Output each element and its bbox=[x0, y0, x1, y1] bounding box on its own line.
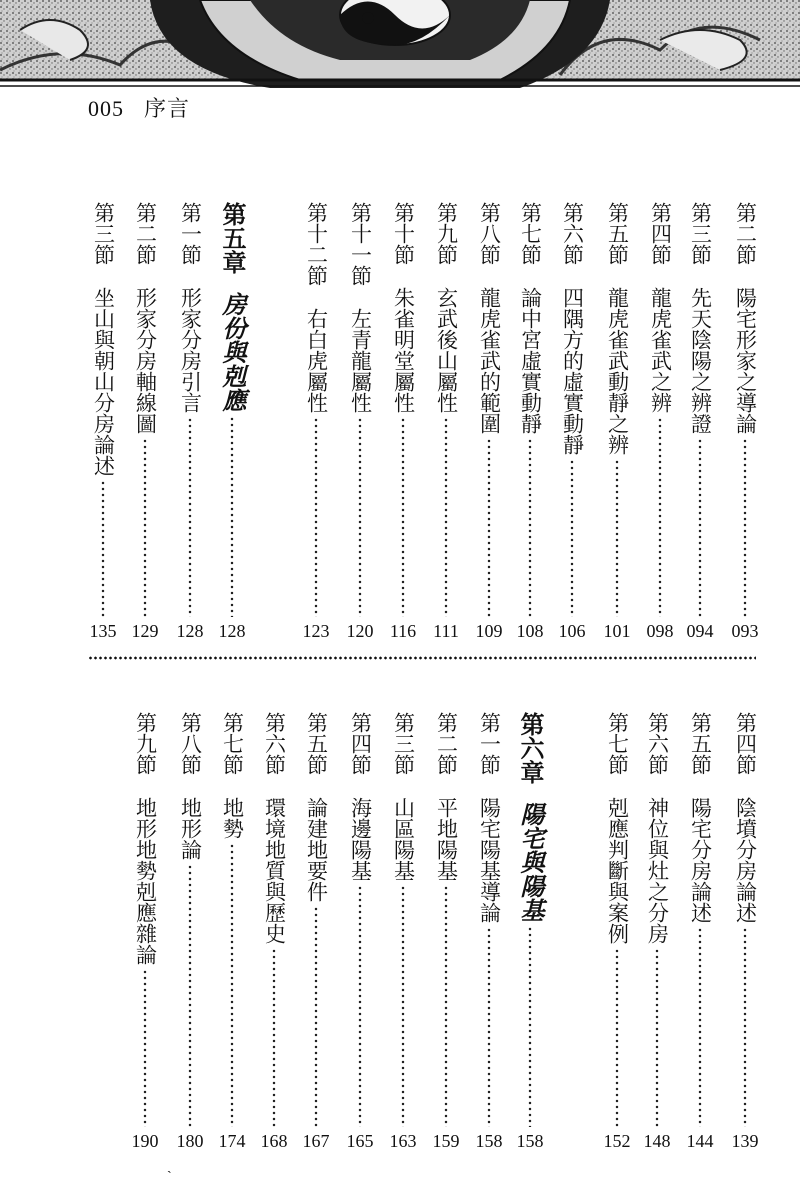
dot-leader bbox=[570, 459, 574, 617]
section-number: 第六節 bbox=[645, 712, 670, 775]
section-title: 左青龍屬性 bbox=[348, 308, 373, 413]
toc-entry bbox=[727, 712, 763, 1152]
page-ref: 106 bbox=[558, 621, 586, 641]
section-number: 第十二節 bbox=[304, 202, 329, 286]
dot-leader bbox=[444, 885, 448, 1127]
section-number: 第四節 bbox=[733, 712, 758, 775]
dot-leader bbox=[743, 438, 747, 617]
toc-entry bbox=[298, 202, 334, 642]
page-number: 005 bbox=[88, 96, 124, 121]
page-ref: 098 bbox=[646, 621, 674, 641]
toc-entry bbox=[642, 202, 678, 642]
section-title: 環境地質與歷史 bbox=[262, 797, 287, 944]
dot-leader bbox=[358, 417, 362, 617]
toc-entry bbox=[385, 202, 421, 642]
page-ref: 108 bbox=[516, 621, 544, 641]
dot-leader bbox=[358, 885, 362, 1127]
page-ref: 168 bbox=[260, 1131, 288, 1151]
page-ref: 094 bbox=[686, 621, 714, 641]
toc-entry bbox=[727, 202, 763, 642]
dot-leader bbox=[528, 438, 532, 617]
section-title: 朱雀明堂屬性 bbox=[391, 287, 416, 413]
section-number: 第七節 bbox=[518, 202, 543, 265]
section-title: 四隅方的虛實動靜 bbox=[560, 287, 585, 455]
section-number: 第一節 bbox=[178, 202, 203, 265]
section-title: 海邊陽基 bbox=[348, 797, 373, 881]
section-title: 山區陽基 bbox=[391, 797, 416, 881]
page-ref: 152 bbox=[603, 1131, 631, 1151]
dot-leader bbox=[188, 864, 192, 1127]
page-header bbox=[88, 92, 190, 123]
page-ref: 174 bbox=[218, 1131, 246, 1151]
section-number: 第四節 bbox=[348, 712, 373, 775]
section-number: 第二節 bbox=[133, 202, 158, 265]
section-number: 第三節 bbox=[688, 202, 713, 265]
section-number: 第十一節 bbox=[348, 202, 373, 286]
page-ref: 123 bbox=[302, 621, 330, 641]
toc-entry bbox=[639, 712, 675, 1152]
section-number: 第二節 bbox=[434, 712, 459, 775]
dot-leader bbox=[314, 417, 318, 617]
page-ref: 165 bbox=[346, 1131, 374, 1151]
toc-entry bbox=[172, 202, 208, 642]
section-number: 第十節 bbox=[391, 202, 416, 265]
section-number: 第五節 bbox=[688, 712, 713, 775]
toc-entry bbox=[298, 712, 334, 1152]
section-number: 第六節 bbox=[560, 202, 585, 265]
page-ref: 109 bbox=[475, 621, 503, 641]
toc-entry bbox=[256, 712, 292, 1152]
section-title: 龍虎雀武之辨 bbox=[648, 287, 673, 413]
dot-leader bbox=[444, 417, 448, 617]
section-number: 第八節 bbox=[477, 202, 502, 265]
section-title: 形家分房引言 bbox=[178, 287, 203, 413]
toc-chapter bbox=[214, 202, 250, 642]
dot-leader bbox=[272, 948, 276, 1127]
dot-leader bbox=[658, 417, 662, 617]
page-ref: 120 bbox=[346, 621, 374, 641]
stray-mark: ˏ bbox=[167, 1158, 172, 1174]
dotted-divider bbox=[88, 656, 756, 660]
dot-leader bbox=[487, 927, 491, 1127]
taiji-bagua-banner-illustration bbox=[0, 0, 800, 88]
section-title: 平地陽基 bbox=[434, 797, 459, 881]
section-title: 坐山與朝山分房論述 bbox=[91, 287, 116, 476]
section-number: 第九節 bbox=[434, 202, 459, 265]
toc-entry bbox=[127, 202, 163, 642]
page-ref: 163 bbox=[389, 1131, 417, 1151]
page-ref: 139 bbox=[731, 1131, 759, 1151]
section-number: 第一節 bbox=[477, 712, 502, 775]
dot-leader bbox=[698, 927, 702, 1127]
section-title: 玄武後山屬性 bbox=[434, 287, 459, 413]
section-number: 第四節 bbox=[648, 202, 673, 265]
dot-leader bbox=[314, 906, 318, 1127]
page-ref: 158 bbox=[516, 1131, 544, 1151]
dot-leader bbox=[401, 417, 405, 617]
toc-entry bbox=[512, 202, 548, 642]
section-number: 第七節 bbox=[605, 712, 630, 775]
section-number: 第三節 bbox=[91, 202, 116, 265]
page-ref: 128 bbox=[176, 621, 204, 641]
toc-entry bbox=[385, 712, 421, 1152]
section-title: 陽宅陽基導論 bbox=[477, 797, 502, 923]
dot-leader bbox=[698, 438, 702, 617]
toc-entry bbox=[214, 712, 250, 1152]
page-ref: 167 bbox=[302, 1131, 330, 1151]
dot-leader bbox=[143, 969, 147, 1127]
dot-leader bbox=[743, 927, 747, 1127]
section-title: 先天陰陽之辨證 bbox=[688, 287, 713, 434]
page-ref: 101 bbox=[603, 621, 631, 641]
chapter-title: 房份與剋應 bbox=[218, 292, 246, 412]
toc-entry bbox=[471, 202, 507, 642]
section-number: 第五節 bbox=[605, 202, 630, 265]
section-title: 神位與灶之分房 bbox=[645, 797, 670, 944]
section-title: 右白虎屬性 bbox=[304, 308, 329, 413]
chapter-number: 第六章 bbox=[516, 712, 544, 784]
dot-leader bbox=[655, 948, 659, 1127]
section-title: 論中宮虛實動靜 bbox=[518, 287, 543, 434]
dot-leader bbox=[615, 948, 619, 1127]
section-title: 陰墳分房論述 bbox=[733, 797, 758, 923]
page-ref: 158 bbox=[475, 1131, 503, 1151]
dot-leader bbox=[528, 926, 532, 1127]
toc-entry bbox=[599, 202, 635, 642]
section-title: 陽宅形家之導論 bbox=[733, 287, 758, 434]
section-number: 第七節 bbox=[220, 712, 245, 775]
chapter-number: 第五章 bbox=[218, 202, 246, 274]
toc-chapter bbox=[512, 712, 548, 1152]
page-ref: 190 bbox=[131, 1131, 159, 1151]
toc-entry bbox=[554, 202, 590, 642]
page-title: 序言 bbox=[144, 97, 191, 122]
page-ref: 093 bbox=[731, 621, 759, 641]
toc-entry bbox=[682, 202, 718, 642]
toc-entry bbox=[127, 712, 163, 1152]
dot-leader bbox=[101, 480, 105, 617]
dot-leader bbox=[143, 438, 147, 617]
page-ref: 180 bbox=[176, 1131, 204, 1151]
section-title: 龍虎雀武動靜之辨 bbox=[605, 287, 630, 455]
section-title: 論建地要件 bbox=[304, 797, 329, 902]
toc-entry bbox=[342, 202, 378, 642]
page-ref: 144 bbox=[686, 1131, 714, 1151]
section-title: 地形論 bbox=[178, 797, 203, 860]
page-ref: 159 bbox=[432, 1131, 460, 1151]
section-number: 第五節 bbox=[304, 712, 329, 775]
page-ref: 111 bbox=[433, 621, 459, 641]
dot-leader bbox=[401, 885, 405, 1127]
toc-entry bbox=[172, 712, 208, 1152]
section-title: 形家分房軸線圖 bbox=[133, 287, 158, 434]
toc-entry bbox=[471, 712, 507, 1152]
toc-entry bbox=[85, 202, 121, 642]
dot-leader bbox=[230, 843, 234, 1127]
chapter-title: 陽宅與陽基 bbox=[516, 802, 544, 922]
section-number: 第八節 bbox=[178, 712, 203, 775]
section-title: 陽宅分房論述 bbox=[688, 797, 713, 923]
page-ref: 148 bbox=[643, 1131, 671, 1151]
section-title: 地勢 bbox=[220, 797, 245, 839]
section-title: 龍虎雀武的範圍 bbox=[477, 287, 502, 434]
toc-entry bbox=[682, 712, 718, 1152]
toc-entry bbox=[428, 712, 464, 1152]
section-number: 第六節 bbox=[262, 712, 287, 775]
section-number: 第二節 bbox=[733, 202, 758, 265]
dot-leader bbox=[615, 459, 619, 617]
dot-leader bbox=[230, 416, 234, 617]
section-title: 地形地勢剋應雜論 bbox=[133, 797, 158, 965]
page-ref: 129 bbox=[131, 621, 159, 641]
toc-entry bbox=[428, 202, 464, 642]
dot-leader bbox=[487, 438, 491, 617]
page-ref: 128 bbox=[218, 621, 246, 641]
page-ref: 116 bbox=[389, 621, 417, 641]
page-ref: 135 bbox=[89, 621, 117, 641]
dot-leader bbox=[188, 417, 192, 617]
toc-entry bbox=[342, 712, 378, 1152]
section-number: 第九節 bbox=[133, 712, 158, 775]
toc-entry bbox=[599, 712, 635, 1152]
section-title: 剋應判斷與案例 bbox=[605, 797, 630, 944]
section-number: 第三節 bbox=[391, 712, 416, 775]
